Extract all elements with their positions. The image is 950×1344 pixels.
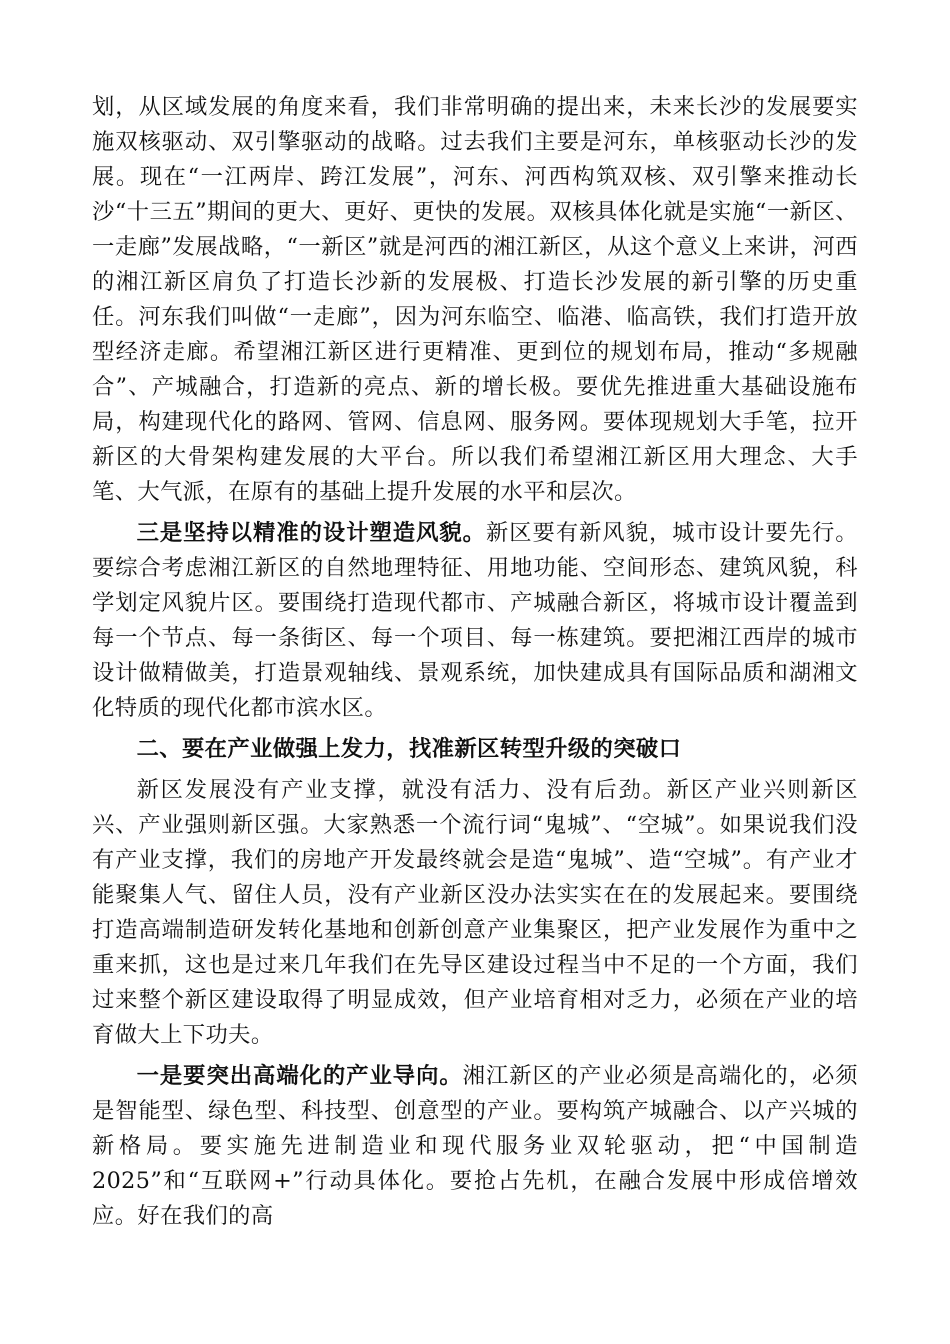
document-page xyxy=(92,90,858,1240)
paragraph-body-text: 湘江新区的产业必须是高端化的，必须是智能型、绿色型、科技型、创意型的产业。要构筑产城融合、以产兴城的新格局。要实施先进制造业和现代服务业双轮驱动，把“中国制造2025”和“互联网+”行动具体化。要抢占先机，在融合发展中形成倍增效应。好在我们的高 xyxy=(92,1063,858,1229)
paragraph-lead-text: 三是坚持以精准的设计塑造风貌。 xyxy=(136,520,486,546)
paragraph-industry-support: 新区发展没有产业支撑，就没有活力、没有后劲。新区产业兴则新区兴、产业强则新区强。大家熟悉一个流行词“鬼城”、“空城”。如果说我们没有产业支撑，我们的房地产开发最终就会是造“鬼城”、造“空城”。有产业才能聚集人气、留住人员，没有产业新区没办法实实在在的发展起来。要围绕打造高端制造研发转化基地和创新创意产业集聚区，把产业发展作为重中之重来抓，这也是过来几年我们在先导区建设过程当中不足的一个方面，我们过来整个新区建设取得了明显成效，但产业培育相对乏力，必须在产业的培育做大上下功夫。 xyxy=(92,777,858,1048)
section-heading: 二、要在产业做强上发力，找准新区转型升级的突破口 xyxy=(136,736,682,762)
paragraph-continuation: 划，从区域发展的角度来看，我们非常明确的提出来，未来长沙的发展要实施双核驱动、双引擎驱动的战略。过去我们主要是河东，单核驱动长沙的发展。现在“一江两岸、跨江发展”，河东、河西构筑双核、双引擎来推动长沙“十三五”期间的更大、更好、更快的发展。双核具体化就是实施“一新区、一走廊”发展战略，“一新区”就是河西的湘江新区，从这个意义上来讲，河西的湘江新区肩负了打造长沙新的发展极、打造长沙发展的新引擎的历史重任。河东我们叫做“一走廊”，因为河东临空、临港、临高铁，我们打造开放型经济走廊。希望湘江新区进行更精准、更到位的规划布局，推动“多规融合”、产城融合，打造新的亮点、新的增长极。要优先推进重大基础设施布局，构建现代化的路网、管网、信息网、服务网。要体现规划大手笔，拉开新区的大骨架构建发展的大平台。所以我们希望湘江新区用大理念、大手笔、大气派，在原有的基础上提升发展的水平和层次。 xyxy=(92,94,858,505)
paragraph-design-style xyxy=(92,516,858,726)
paragraph-lead-text: 一是要突出高端化的产业导向。 xyxy=(136,1063,463,1089)
paragraph-high-end-industry xyxy=(92,1059,858,1234)
paragraph-body-text: 新区要有新风貌，城市设计要先行。要综合考虑湘江新区的自然地理特征、用地功能、空间形态、建筑风貌，科学划定风貌片区。要围绕打造现代都市、产城融合新区，将城市设计覆盖到每一个节点、每一条街区、每一个项目、每一栋建筑。要把湘江西岸的城市设计做精做美，打造景观轴线、景观系统，加快建成具有国际品质和湖湘文化特质的现代化都市滨水区。 xyxy=(92,520,858,721)
